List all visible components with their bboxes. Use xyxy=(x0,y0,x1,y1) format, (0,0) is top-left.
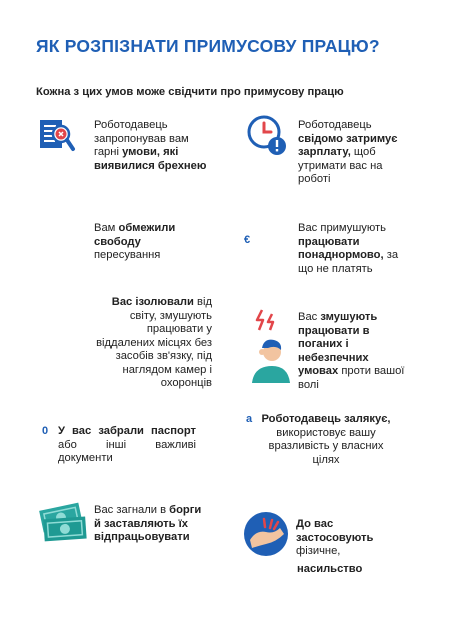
item-dangerous-conditions: Вас змушують працювати в поганих і небезпечних умовах проти вашої волі xyxy=(298,311,405,391)
item-debt-bondage: Вас загнали в борги й заставляють їх відпрацьовувати xyxy=(94,504,202,543)
item-freedom-restricted: Вам обмежили свободу пересування xyxy=(94,222,176,261)
page-subtitle: Кожна з цих умов може свідчити про примусову працю xyxy=(36,86,344,98)
clock-alert-icon xyxy=(246,114,292,160)
document-search-icon xyxy=(36,116,76,156)
item-salary-withheld: Роботодавець свідомо затримує зарплату, щоб утримати вас на роботі xyxy=(298,119,398,185)
item-passport-taken: У вас забрали паспорт або інші важливі документи xyxy=(58,425,196,464)
zero-icon: 0 xyxy=(42,425,49,437)
item-isolated: Вас ізолювали від світу, змушують працювати у віддалених місцях без засобів зв'язку, під наглядом камер і охоронців xyxy=(96,296,212,389)
item-violence-word: насильство xyxy=(297,563,363,575)
euro-icon: € xyxy=(244,234,251,246)
item-physical-violence: До вас застосовують фізичне, xyxy=(296,518,374,557)
stressed-person-icon xyxy=(248,308,290,384)
item-false-conditions: Роботодавець запропонував вам гарні умови, які виявилися брехнею xyxy=(94,119,207,172)
a-icon: a xyxy=(246,413,253,425)
page-title: ЯК РОЗПІЗНАТИ ПРИМУСОВУ ПРАЦЮ? xyxy=(36,36,380,56)
item-unpaid-overtime: Вас примушують працювати понаднормово, за що не платять xyxy=(298,222,399,275)
money-icon xyxy=(38,500,90,544)
item-intimidation: Роботодавець залякує, використовує вашу вразливість у власних цілях xyxy=(261,413,391,466)
violence-icon xyxy=(242,510,290,558)
